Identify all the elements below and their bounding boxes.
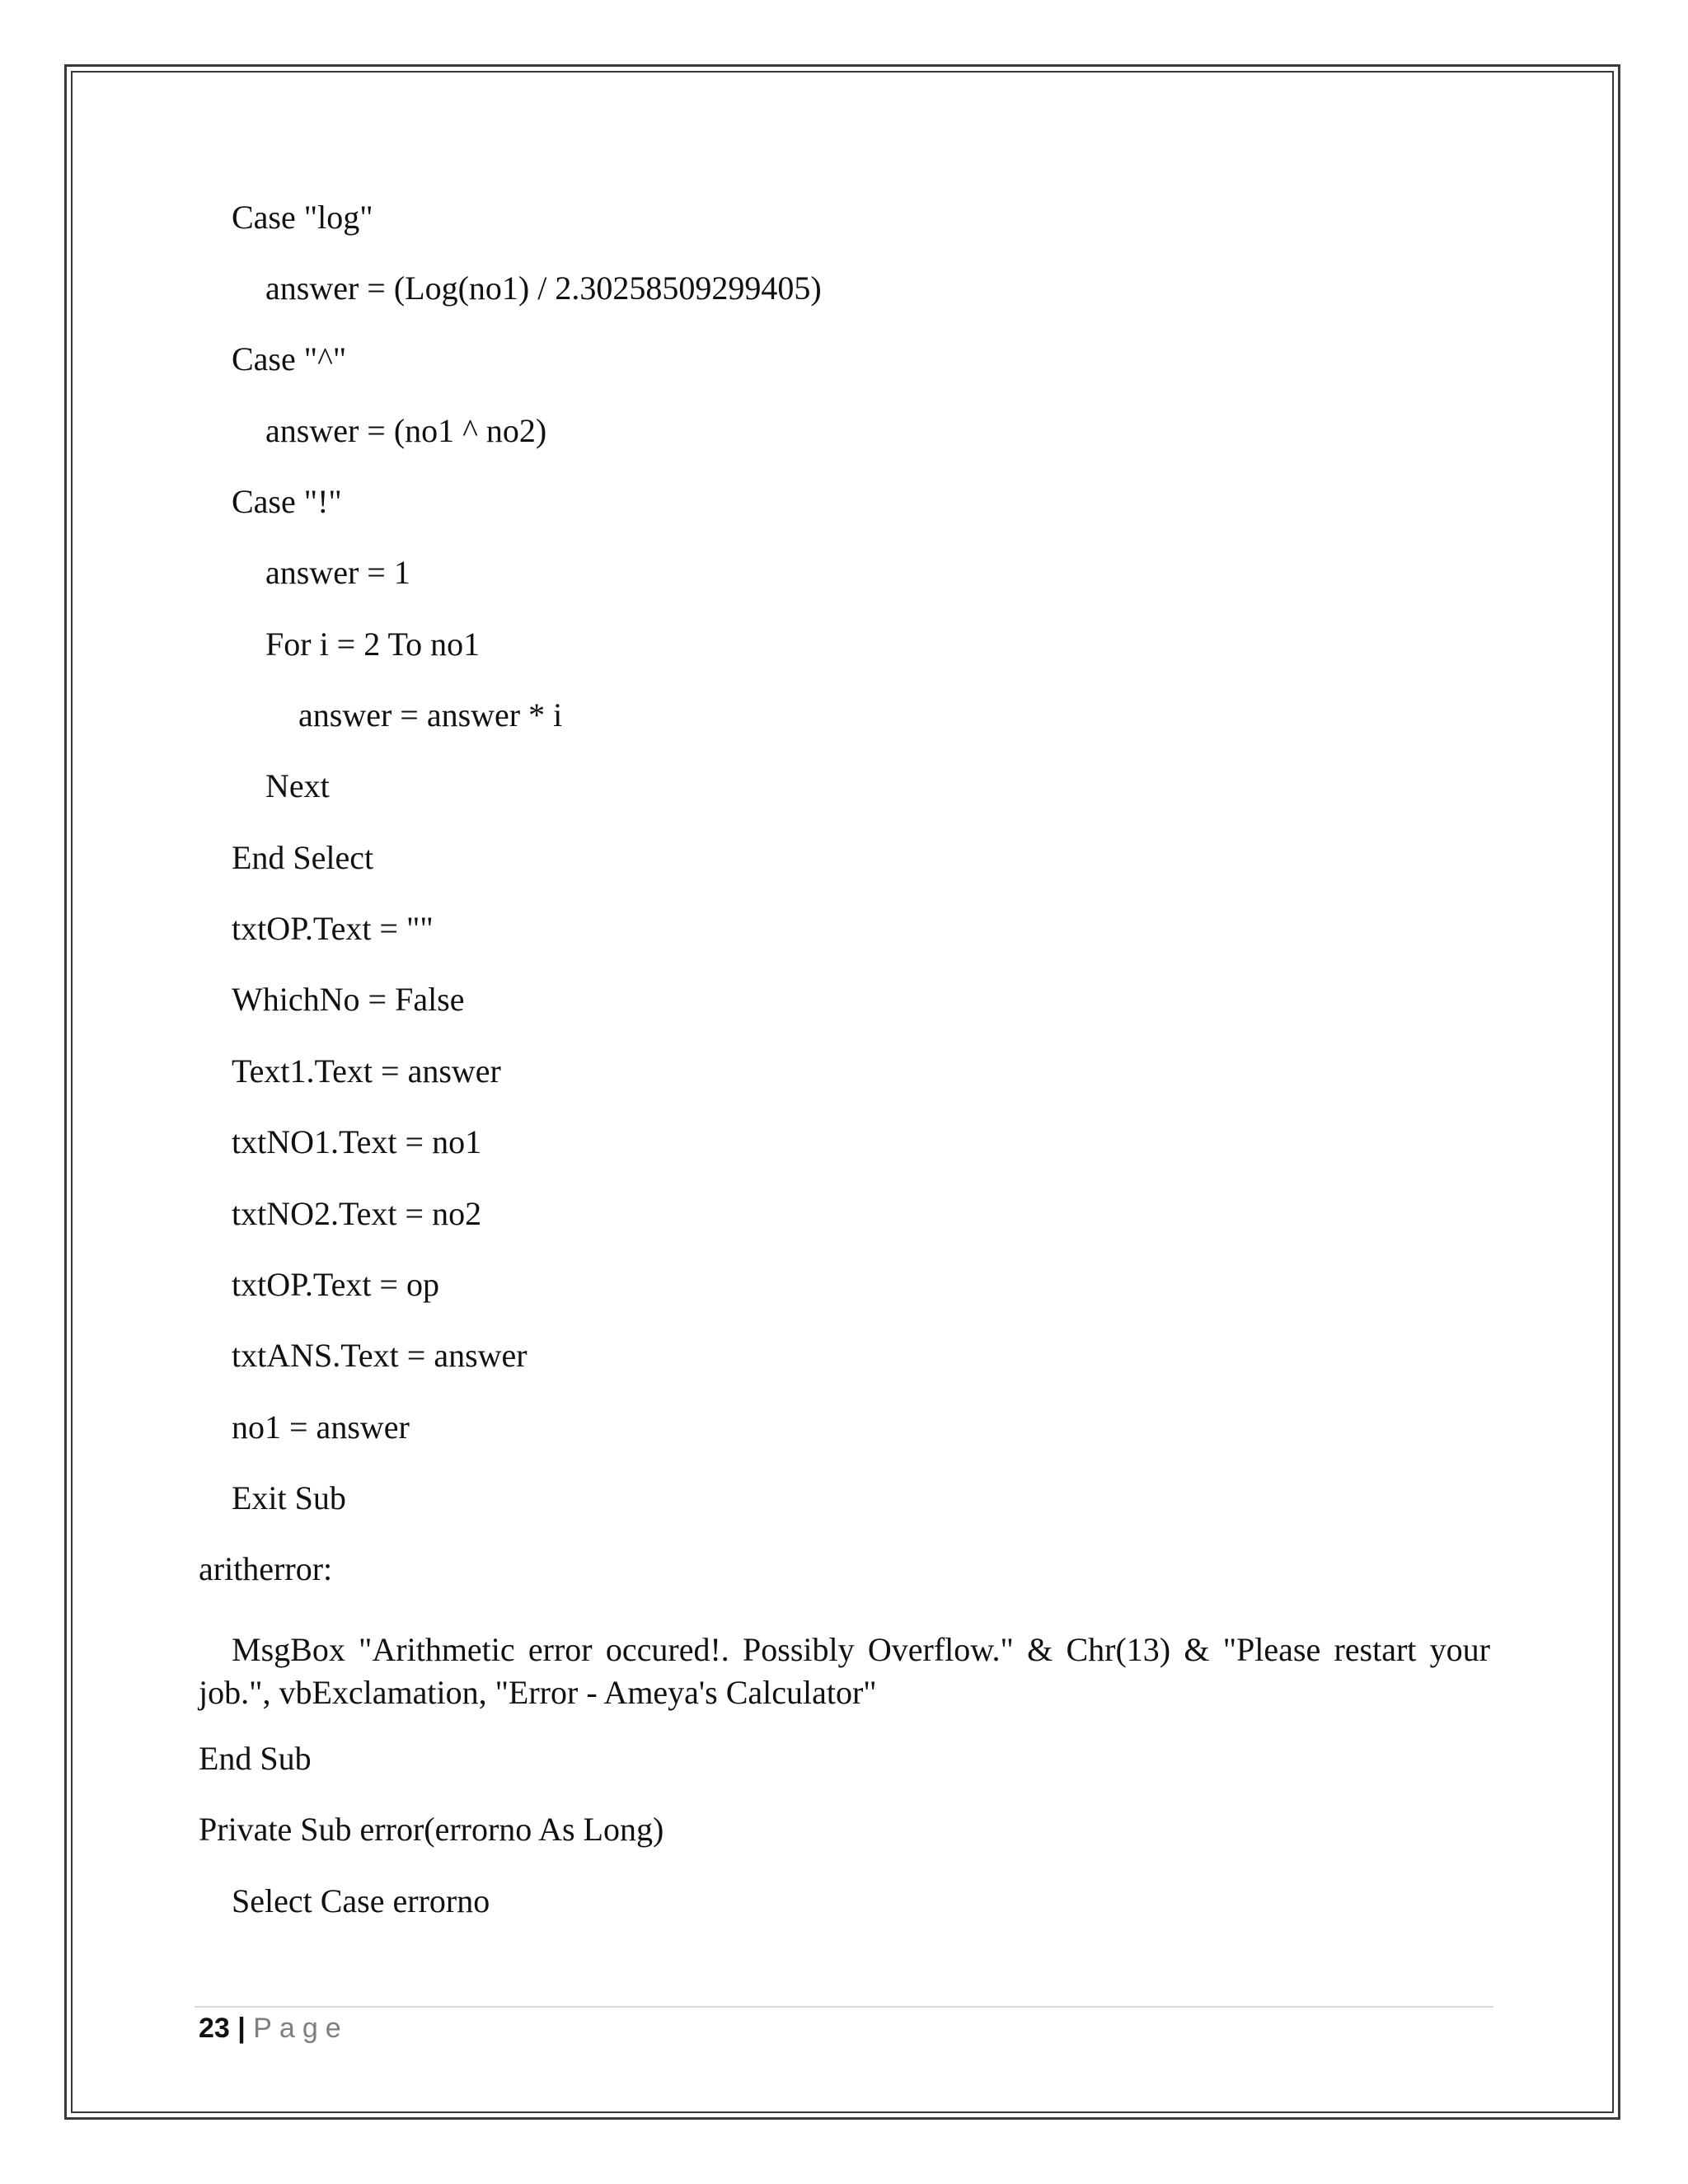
code-line-for-loop: For i = 2 To no1 [265,626,481,663]
code-line-case-pow: Case "^" [232,340,347,377]
code-line-no1-answer: no1 = answer [232,1408,410,1446]
code-line-whichno: WhichNo = False [232,981,465,1018]
code-line-msgbox: MsgBox "Arithmetic error occured!. Possibly Overflow." & Chr(13) & "Please restart your job.", vbExclamation, "Error - Ameya's Calculator" [199,1631,1490,1711]
code-line-exit-sub: Exit Sub [232,1479,346,1516]
code-line-answer-one: answer = 1 [265,554,410,591]
code-line-text1: Text1.Text = answer [232,1052,501,1090]
footer-separator: | [237,2013,246,2044]
code-line-end-sub: End Sub [199,1740,312,1777]
page-number: 23 [199,2013,230,2044]
page-label: Page [253,2013,349,2044]
code-line-answer-pow: answer = (no1 ^ no2) [265,412,547,449]
code-line-private-sub: Private Sub error(errorno As Long) [199,1811,664,1848]
code-line-case-log: Case "log" [232,199,373,236]
code-line-answer-log: answer = (Log(no1) / 2.30258509299405) [265,269,822,307]
code-line-txtno2: txtNO2.Text = no2 [232,1195,482,1232]
code-line-txtop-op: txtOP.Text = op [232,1266,439,1303]
code-line-case-fact: Case "!" [232,483,342,520]
code-line-txtans: txtANS.Text = answer [232,1337,528,1374]
code-line-txtop-clear: txtOP.Text = "" [232,910,434,947]
code-line-select-case: Select Case errorno [232,1882,490,1919]
footer-divider [195,2006,1493,2008]
code-line-next: Next [265,767,330,804]
code-line-answer-mul: answer = answer * i [298,696,563,733]
page-footer [199,2014,349,2042]
code-line-txtno1: txtNO1.Text = no1 [232,1123,482,1160]
code-line-aritherror-label: aritherror: [199,1550,333,1587]
code-line-end-select: End Select [232,839,374,876]
